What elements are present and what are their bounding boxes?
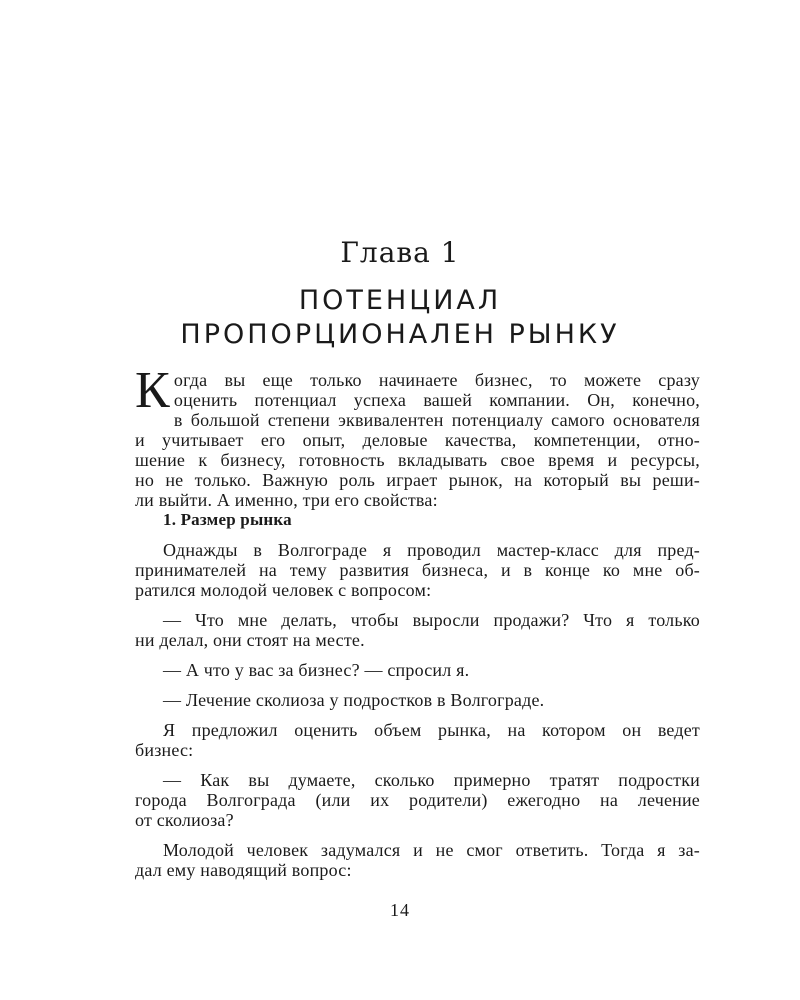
text-line: Однажды в Волгограде я проводил мастер-класс для пред- bbox=[163, 540, 700, 560]
text-line: принимателей на тему развития бизнеса, и в конце ко мне об- bbox=[135, 560, 700, 580]
paragraph bbox=[135, 660, 700, 680]
paragraph bbox=[135, 540, 700, 600]
text-line: ратился молодой человек с вопросом: bbox=[135, 580, 432, 600]
text-line: дал ему наводящий вопрос: bbox=[135, 860, 352, 880]
text-line: — Лечение сколиоза у подростков в Волгограде. bbox=[163, 690, 545, 710]
paragraph bbox=[135, 720, 700, 760]
body-text bbox=[135, 362, 700, 880]
text-line: ли выйти. А именно, три его свойства: bbox=[135, 490, 438, 510]
text-line: от сколиоза? bbox=[135, 810, 234, 830]
text-line: — Как вы думаете, сколько примерно тратят подростки bbox=[163, 770, 700, 790]
paragraph bbox=[135, 690, 700, 710]
chapter-title-line-1: ПОТЕНЦИАЛ bbox=[298, 285, 502, 316]
text-line: города Волгограда (или их родители) ежегодно на лечение bbox=[135, 790, 700, 810]
text-line: ни делал, они стоят на месте. bbox=[135, 630, 365, 650]
text-line: — А что у вас за бизнес? — спросил я. bbox=[163, 660, 470, 680]
text-line: и учитывает его опыт, деловые качества, компетенции, отно- bbox=[135, 430, 700, 450]
text-line: шение к бизнесу, готовность вкладывать свое время и ресурсы, bbox=[135, 450, 700, 470]
text-line: — Что мне делать, чтобы выросли продажи? Что я только bbox=[163, 610, 700, 630]
chapter-title-line-2: ПРОПОРЦИОНАЛЕН РЫНКУ bbox=[180, 319, 620, 350]
text-line: огда вы еще только начинаете бизнес, то можете сразу bbox=[173, 370, 700, 390]
chapter-label: Глава 1 bbox=[340, 236, 460, 269]
section-heading: 1. Размер рынка bbox=[163, 510, 292, 529]
chapter-title bbox=[0, 284, 800, 352]
text-line: оценить потенциал успеха вашей компании. Он, конечно, bbox=[173, 390, 700, 410]
text-line: бизнес: bbox=[135, 740, 194, 760]
paragraph bbox=[135, 770, 700, 830]
drop-cap: К bbox=[135, 362, 170, 419]
text-line: Молодой человек задумался и не смог ответить. Тогда я за- bbox=[163, 840, 700, 860]
paragraph bbox=[135, 610, 700, 650]
intro-paragraph bbox=[135, 362, 700, 510]
text-line: в большой степени эквивалентен потенциалу самого основателя bbox=[173, 410, 700, 430]
page-number: 14 bbox=[390, 900, 410, 920]
text-line: Я предложил оценить объем рынка, на котором он ведет bbox=[163, 720, 700, 740]
paragraph bbox=[135, 840, 700, 880]
text-line: но не только. Важную роль играет рынок, на который вы реши- bbox=[135, 470, 700, 490]
